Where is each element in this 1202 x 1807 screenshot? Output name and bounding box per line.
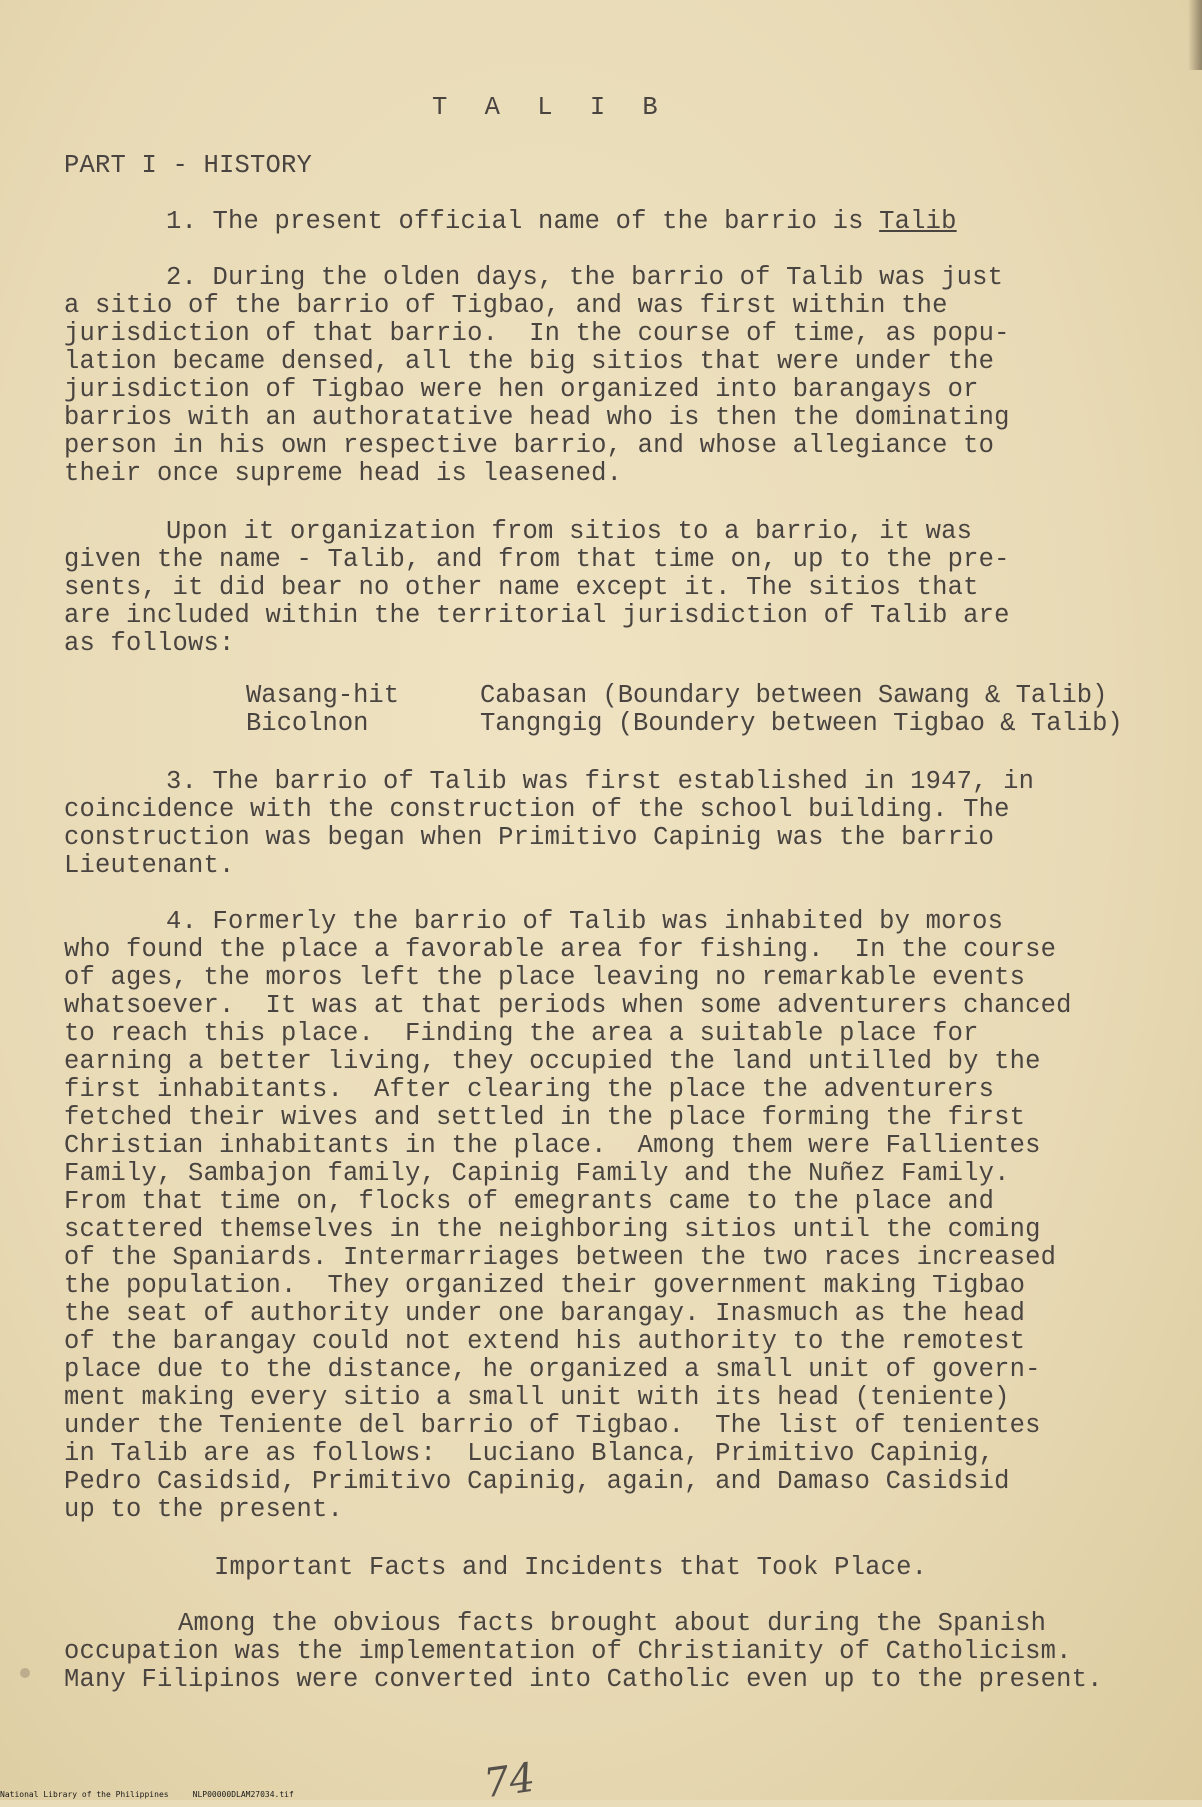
text-line: to reach this place. Finding the area a suitable place for <box>64 1019 979 1048</box>
sitios-list <box>246 682 1123 738</box>
text-line: sents, it did bear no other name except it. The sitios that <box>64 573 979 602</box>
text-line: Christian inhabitants in the place. Among them were Fallientes <box>64 1131 1041 1160</box>
page-number: 74 <box>481 1754 538 1807</box>
text-line: ment making every sitio a small unit with its head (teniente) <box>64 1383 1010 1412</box>
text-line: up to the present. <box>64 1495 344 1524</box>
text-line: the population. They organized their government making Tigbao <box>64 1271 1026 1300</box>
text-line: of ages, the moros left the place leaving no remarkable events <box>64 963 1026 992</box>
text-line: jurisdiction of that barrio. In the course of time, as popu- <box>64 319 1010 348</box>
text-line: Family, Sambajon family, Capinig Family and the Nuñez Family. <box>64 1159 1010 1188</box>
text-line: the seat of authority under one barangay. Inasmuch as the head <box>64 1299 1026 1328</box>
text-line: given the name - Talib, and from that time on, up to the pre- <box>64 545 1010 574</box>
text-line: a sitio of the barrio of Tigbao, and was first within the <box>64 291 948 320</box>
text-line: place due to the distance, he organized a small unit of govern- <box>64 1355 1041 1384</box>
text-line: person in his own respective barrio, and whose allegiance to <box>64 431 995 460</box>
text-line: their once supreme head is leasened. <box>64 459 623 488</box>
text-line: Among the obvious facts brought about during the Spanish <box>178 1609 1047 1638</box>
text-line: who found the place a favorable area for fishing. In the course <box>64 935 1057 964</box>
text-line: barrios with an authoratative head who is then the dominating <box>64 403 1010 432</box>
document-title: T A L I B <box>432 93 669 122</box>
text-line: coincidence with the construction of the school building. The <box>64 795 1010 824</box>
barrio-name: Talib <box>879 207 957 236</box>
text-line: of the barangay could not extend his authority to the remotest <box>64 1327 1026 1356</box>
text-line: fetched their wives and settled in the place forming the first <box>64 1103 1026 1132</box>
text-line: lation became densed, all the big sitios that were under the <box>64 347 995 376</box>
page-edge-shadow <box>1188 0 1202 70</box>
sitio-left: Wasang-hit <box>246 681 400 710</box>
item-1-text: 1. The present official name of the barrio is <box>166 207 880 236</box>
text-line: whatsoever. It was at that periods when some adventurers chanced <box>64 991 1072 1020</box>
text-line: construction was began when Primitivo Capinig was the barrio <box>64 823 995 852</box>
text-line: Lieutenant. <box>64 851 235 880</box>
item-1 <box>166 208 957 236</box>
text-line: of the Spaniards. Intermarriages between the two races increased <box>64 1243 1057 1272</box>
text-line: Many Filipinos were converted into Catholic even up to the present. <box>64 1665 1103 1694</box>
text-line: as follows: <box>64 629 235 658</box>
part-heading: PART I - HISTORY <box>64 151 313 180</box>
text-line: first inhabitants. After clearing the place the adventurers <box>64 1075 995 1104</box>
sitio-row <box>246 682 1123 710</box>
text-line: Upon it organization from sitios to a barrio, it was <box>166 517 973 546</box>
subheading: Important Facts and Incidents that Took Place. <box>214 1553 928 1582</box>
ink-smudge <box>20 1668 30 1678</box>
text-line: scattered themselves in the neighboring sitios until the coming <box>64 1215 1041 1244</box>
text-line: earning a better living, they occupied the land untilled by the <box>64 1047 1041 1076</box>
text-line: Pedro Casidsid, Primitivo Capinig, again, and Damaso Casidsid <box>64 1467 1010 1496</box>
text-line: jurisdiction of Tigbao were hen organized into barangays or <box>64 375 979 404</box>
text-line: 4. Formerly the barrio of Talib was inhabited by moros <box>166 907 1004 936</box>
text-line: under the Teniente del barrio of Tigbao. The list of tenientes <box>64 1411 1041 1440</box>
sitio-left: Bicolnon <box>246 709 369 738</box>
text-line: 2. During the olden days, the barrio of Talib was just <box>166 263 1004 292</box>
text-line: occupation was the implementation of Christianity of Catholicism. <box>64 1637 1072 1666</box>
text-line: From that time on, flocks of emegrants came to the place and <box>64 1187 995 1216</box>
archive-footer: National Library of the Philippines NLP00000DLAM27034.tif <box>0 1790 294 1799</box>
text-line: in Talib are as follows: Luciano Blanca, Primitivo Capinig, <box>64 1439 995 1468</box>
sitio-row <box>246 710 1123 738</box>
text-line: are included within the territorial jurisdiction of Talib are <box>64 601 1010 630</box>
sitio-right: Tangngig (Boundery between Tigbao & Talib) <box>480 709 1123 738</box>
text-line: 3. The barrio of Talib was first established in 1947, in <box>166 767 1035 796</box>
sitio-right: Cabasan (Boundary between Sawang & Talib) <box>480 681 1108 710</box>
